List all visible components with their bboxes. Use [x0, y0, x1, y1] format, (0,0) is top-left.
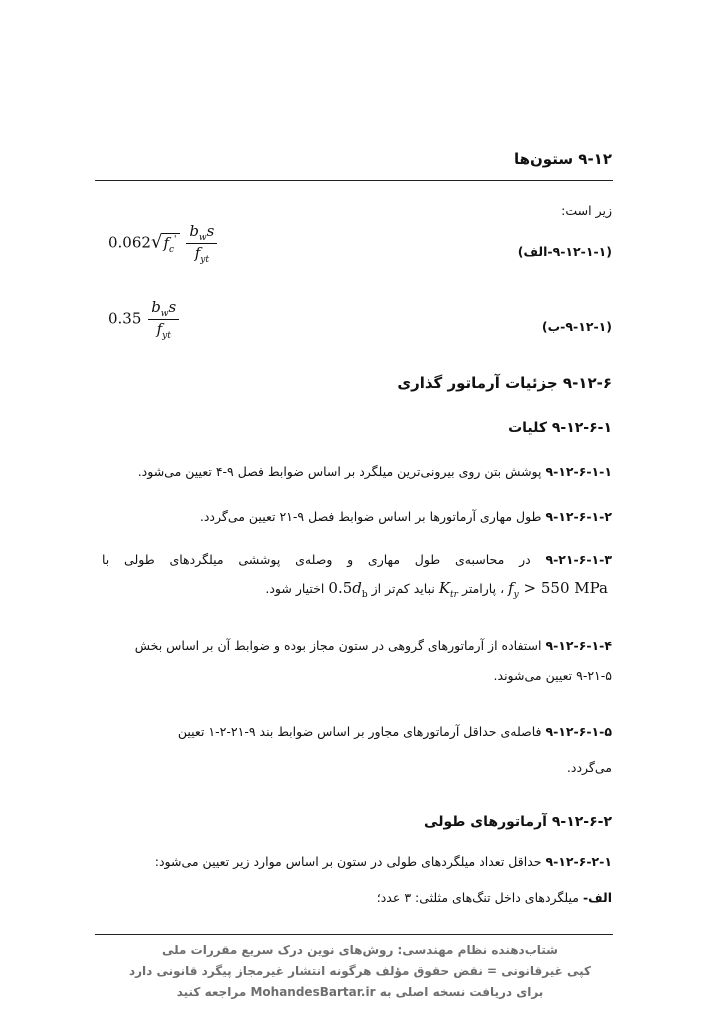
clause-4-line1: [102, 636, 612, 656]
clause-2-1-number: ۹-۱۲-۶-۲-۱: [545, 854, 612, 869]
clause-4-line2: ۹-۲۱-۵ تعیین می‌شوند.: [493, 668, 612, 683]
clause-2: [112, 507, 612, 527]
clause-5-line1: [102, 722, 612, 742]
clause-3-text-b1: ، پارامتر: [461, 581, 505, 596]
clause-2-1-text: حداقل تعداد میلگردهای طولی در ستون بر اساس موارد زیر تعیین می‌شود:: [154, 854, 542, 869]
clause-2-1-a-label: الف-: [582, 890, 612, 905]
formula-2-label: (۹-۱۲-۱-ب): [541, 319, 612, 334]
clause-3-line2: [258, 578, 608, 605]
clause-3-min: $0.5d_b$: [328, 579, 368, 600]
clause-2-1: [102, 852, 612, 872]
clause-2-1-a-text: میلگردهای داخل تنگ‌های مثلثی: ۳ عدد؛: [376, 890, 579, 905]
formula-1-coef: 0.062: [108, 233, 151, 252]
header-rule: [95, 180, 613, 181]
formula-1-label: (۹-۱۲-۱-۱-الف): [517, 244, 612, 259]
clause-1-number: ۹-۱۲-۶-۱-۱: [545, 464, 612, 479]
clause-4-number: ۹-۱۲-۶-۱-۴: [545, 638, 612, 653]
watermark-site-link[interactable]: MohandesBartar.ir: [250, 985, 376, 999]
watermark-line-1: شتاب‌دهنده نظام مهندسی: روش‌های نوین درک سریع مقررات ملی: [162, 943, 558, 957]
watermark-line-2: کپی غیرقانونی = نقض حقوق مؤلف هرگونه انتشار غیرمجاز پیگرد قانونی دارد: [128, 964, 592, 978]
clause-3-number: ۹-۲۱-۶-۱-۳: [545, 552, 612, 567]
clause-1: [112, 462, 612, 482]
footer-rule: [95, 934, 613, 935]
clause-3-text-b2: نباید کم‌تر از: [371, 581, 435, 596]
clause-5-number: ۹-۱۲-۶-۱-۵: [545, 724, 612, 739]
clause-2-text: طول مهاری آرماتورها بر اساس ضوابط فصل ۹-۲۱ تعیین می‌گردد.: [199, 509, 542, 524]
formula-1-fraction: $\frac{b_ws}{f_{yt}}$: [186, 222, 217, 265]
clause-5-text-a: فاصله‌ی حداقل آرماتورهای مجاور بر اساس ضوابط بند ۹-۲۱-۲-۱ تعیین: [177, 724, 542, 739]
formula-1: $0.062√f_c'$ $\frac{b_ws}{f_{yt}}$: [108, 222, 217, 265]
clause-1-text: پوشش بتن روی بیرونی‌ترین میلگرد بر اساس ضوابط فصل ۹-۴ تعیین می‌شود.: [137, 464, 542, 479]
clause-2-1-a: [377, 888, 612, 908]
page-section-title: ۹-۱۲ ستون‌ها: [513, 150, 612, 168]
formula-2-fraction: $\frac{b_ws}{f_{yt}}$: [148, 298, 179, 341]
clause-3-ktr: $K_{tr}$: [438, 579, 458, 600]
formula-1-sqrt: $f_c'$: [162, 233, 179, 255]
clause-3-text-b3: اختیار شود.: [265, 581, 325, 596]
intro-text: زیر است:: [561, 203, 612, 218]
clause-2-number: ۹-۱۲-۶-۱-۲: [545, 509, 612, 524]
clause-3-line1: [102, 550, 612, 570]
watermark-line-3: برای دریافت نسخه اصلی به MohandesBartar.ir مراجعه کنید: [176, 985, 544, 999]
clause-4-text-a: استفاده از آرماتورهای گروهی در ستون مجاز بوده و ضوابط آن بر اساس بخش: [134, 638, 542, 653]
formula-2-coef: 0.35: [108, 309, 142, 328]
section-heading-details: ۹-۱۲-۶ جزئیات آرماتور گذاری: [397, 374, 612, 392]
section-heading-longitudinal: ۹-۱۲-۶-۲ آرماتورهای طولی: [424, 814, 612, 830]
section-heading-general: ۹-۱۲-۶-۱ کلیات: [508, 420, 612, 436]
clause-5-line2: می‌گردد.: [566, 760, 612, 775]
clause-3-text-a: در محاسبه‌ی طول مهاری و وصله‌ی پوششی میلگردهای طولی با: [102, 552, 531, 567]
formula-2: [108, 298, 179, 341]
clause-3-cond: $f_y > 550$ MPa: [508, 579, 608, 600]
